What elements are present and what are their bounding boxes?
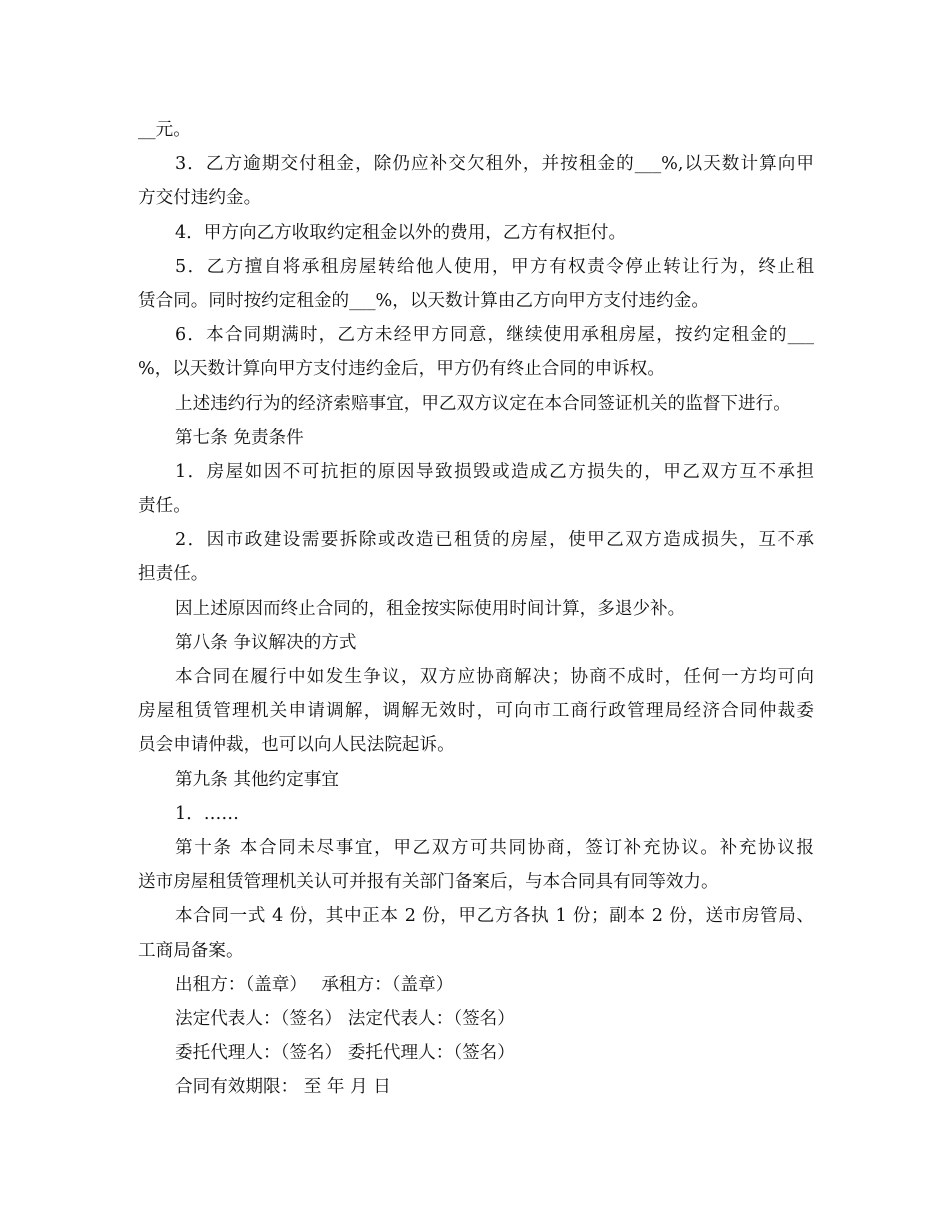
text-line: 送市房屋租赁管理机关认可并报有关部门备案后，与本合同具有同等效力。 — [138, 872, 719, 893]
text-line: 3．乙方逾期交付租金，除仍应补交欠租外，并按租金的___%,以天数计算向甲 — [175, 154, 814, 175]
text-line: 1．…… — [175, 803, 239, 824]
text-line: 第八条 争议解决的方式 — [175, 632, 357, 653]
text-line: 工商局备案。 — [138, 940, 244, 961]
text-line: 上述违约行为的经济索赔事宜，甲乙双方议定在本合同签证机关的监督下进行。 — [175, 393, 791, 414]
document-body — [138, 113, 814, 1104]
text-line: 本合同在履行中如发生争议，双方应协商解决；协商不成时，任何一方均可向 — [175, 667, 814, 687]
text-line: 法定代表人：（签名） 法定代表人：（签名） — [175, 1008, 515, 1029]
text-line: 第九条 其他约定事宜 — [175, 769, 339, 790]
text-line: 担责任。 — [138, 564, 209, 585]
text-line: 第七条 免责条件 — [175, 427, 304, 448]
text-line: 合同有效期限： 至 年 月 日 — [175, 1077, 391, 1098]
text-line: 房屋租赁管理机关申请调解，调解无效时，可向市工商行政管理局经济合同仲裁委 — [138, 701, 814, 722]
text-line: 2．因市政建设需要拆除或改造已租赁的房屋，使甲乙双方造成损失，互不承 — [175, 530, 814, 551]
text-line: 方交付违约金。 — [138, 188, 262, 209]
text-line: 委托代理人：（签名） 委托代理人：（签名） — [175, 1043, 515, 1064]
text-line: 第十条 本合同未尽事宜，甲乙双方可共同协商，签订补充协议。补充协议报 — [175, 837, 814, 858]
text-line: 员会申请仲裁，也可以向人民法院起诉。 — [138, 735, 455, 756]
text-line: 因上述原因而终止合同的，租金按实际使用时间计算，多退少补。 — [175, 598, 686, 619]
text-line: 6．本合同期满时，乙方未经甲方同意，继续使用承租房屋，按约定租金的___ — [175, 325, 814, 346]
text-line: 赁合同。同时按约定租金的___%，以天数计算由乙方向甲方支付违约金。 — [138, 290, 709, 311]
text-line: 1．房屋如因不可抗拒的原因导致损毁或造成乙方损失的，甲乙双方互不承担 — [175, 461, 814, 482]
text-line: 出租方：（盖章） 承租方：（盖章） — [175, 974, 454, 995]
text-line: 4．甲方向乙方收取约定租金以外的费用，乙方有权拒付。 — [175, 222, 627, 243]
text-line: 责任。 — [138, 496, 191, 517]
text-line: %，以天数计算向甲方支付违约金后，甲方仍有终止合同的申诉权。 — [138, 359, 665, 380]
text-line: 5．乙方擅自将承租房屋转给他人使用，甲方有权责令停止转让行为，终止租 — [175, 256, 814, 277]
text-line: __元。 — [138, 120, 191, 140]
text-line: 本合同一式 4 份，其中正本 2 份，甲乙方各执 1 份；副本 2 份，送市房管局、 — [175, 906, 814, 927]
